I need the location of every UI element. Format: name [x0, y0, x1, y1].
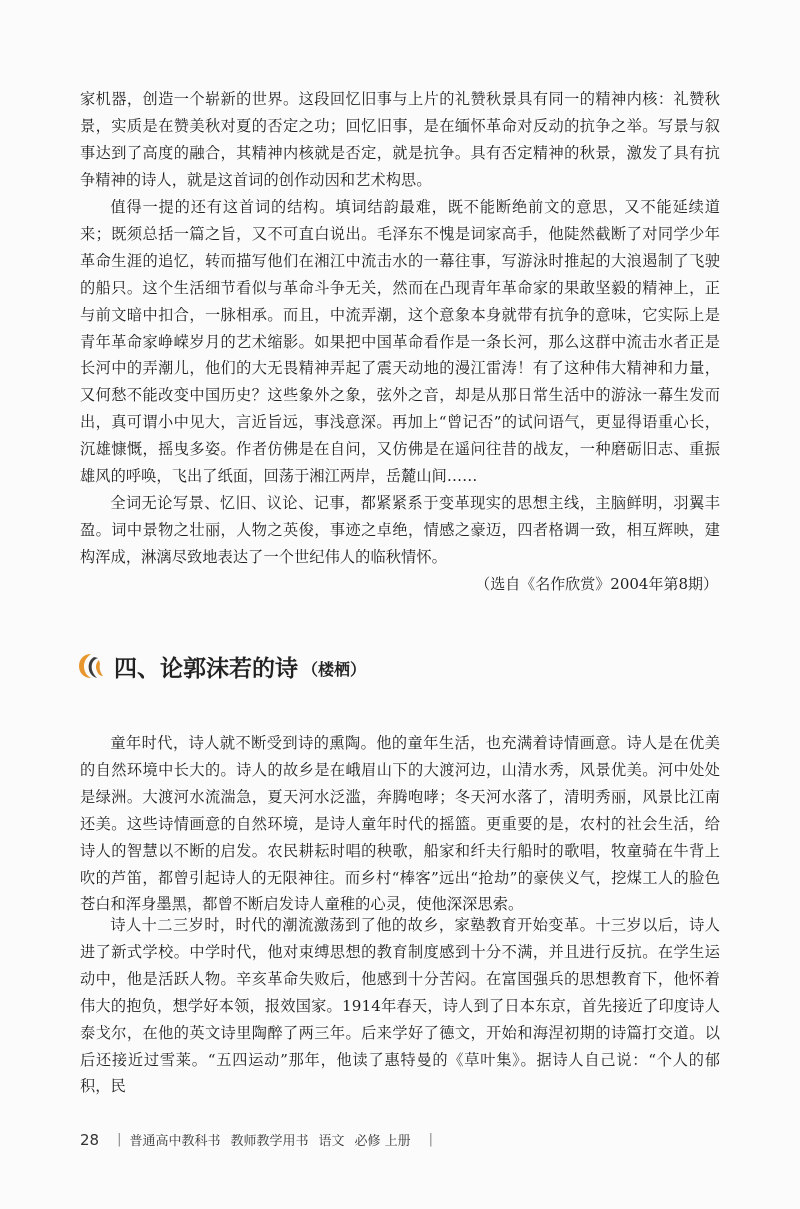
body-paragraph: 全词无论写景、忆旧、议论、记事，都紧紧系于变革现实的思想主线，主脑鲜明，羽翼丰盈。词中景物之壮丽，人物之英俊，事迹之卓绝，情感之豪迈，四者格调一致，相互辉映，建构浑成，淋漓尽致地表达了一个世纪伟人的临秋情怀。 — [80, 494, 720, 566]
footer-divider: | — [428, 1132, 434, 1147]
source-citation: （选自《名作欣赏》2004年第8期） — [475, 575, 718, 593]
footer-book: 普通高中教科书 — [129, 1134, 221, 1149]
page-footer — [80, 1130, 441, 1149]
body-paragraph: 值得一提的还有这首词的结构。填词结韵最难，既不能断绝前文的意思，又不能延续道来；既须总括一篇之旨，又不可直白说出。毛泽东不愧是词家高手，他陡然截断了对同学少年革命生涯的追忆，转而描写他们在湘江中流击水的一幕往事，写游泳时推起的大浪遏制了飞驶的船只。这个生活细节看似与革命斗争无关，然而在凸现青年革命家的果敢坚毅的精神上，正与前文暗中扣合，一脉相承。而且，中流弄潮，这个意象本身就带有抗争的意味，它实际上是青年革命家峥嵘岁月的艺术缩影。如果把中国革命看作是一条长河，那么这群中流击水者正是长河中的弄潮儿，他们的大无畏精神弄起了震天动地的漫江雷涛！有了这种伟大精神和力量，又何愁不能改变中国历史？这些象外之象，弦外之音，却是从那日常生活中的游泳一幕生发而出，真可谓小中见大，言近旨远，事浅意深。再加上“曾记否”的试问语气，更显得语重心长，沉雄慷慨，摇曳多姿。作者仿佛是在自问，又仿佛是在遥问往昔的战友，一种磨砺旧志、重振雄风的呼唤，飞出了纸面，回荡于湘江两岸，岳麓山间…… — [80, 198, 720, 486]
section-title: 四、论郭沫若的诗 — [114, 655, 298, 682]
body-paragraph: 家机器，创造一个崭新的世界。这段回忆旧事与上片的礼赞秋景具有同一的精神内核：礼赞秋景，实质是在赞美秋对夏的否定之功；回忆旧事，是在缅怀革命对反动的抗争之举。写景与叙事达到了高度的融合，其精神内核就是否定，就是抗争。具有否定精神的秋景，激发了具有抗争精神的诗人，就是这首词的创作动因和艺术构思。 — [80, 90, 720, 189]
section-logo-icon — [76, 651, 106, 681]
section-author: （楼栖） — [302, 659, 367, 679]
footer-type: 教师教学用书 — [230, 1134, 309, 1149]
footer-divider: | — [117, 1132, 122, 1147]
footer-subject: 语文 — [318, 1134, 345, 1149]
footer-level: 必修 上册 — [354, 1134, 411, 1149]
page-number: 28 — [80, 1130, 100, 1149]
body-paragraph: 童年时代，诗人就不断受到诗的熏陶。他的童年生活，也充满着诗情画意。诗人是在优美的自然环境中长大的。诗人的故乡是在峨眉山下的大渡河边，山清水秀，风景优美。河中处处是绿洲。大渡河水流湍急，夏天河水泛滥，奔腾咆哮；冬天河水落了，清明秀丽，风景比江南还美。这些诗情画意的自然环境，是诗人童年时代的摇篮。更重要的是，农村的社会生活，给诗人的智慧以不断的启发。农民耕耘时唱的秧歌，船家和纤夫行船时的歌唱，牧童骑在牛背上吹的芦笛，都曾引起诗人的无限神往。而乡村“棒客”远出“抢劫”的豪侠义气，挖煤工人的脸色苍白和浑身墨黑，都曾不断启发诗人童稚的心灵，使他深深思索。 — [80, 734, 720, 914]
body-paragraph: 诗人十二三岁时，时代的潮流激荡到了他的故乡，家塾教育开始变革。十三岁以后，诗人进了新式学校。中学时代，他对束缚思想的教育制度感到十分不满，并且进行反抗。在学生运动中，他是活跃人物。辛亥革命失败后，他感到十分苦闷。在富国强兵的思想教育下，他怀着伟大的抱负，想学好本领，报效国家。1914年春天，诗人到了日本东京，首先接近了印度诗人泰戈尔，在他的英文诗里陶醉了两三年。后来学好了德文，开始和海涅初期的诗篇打交道。以后还接近过雪莱。“五四运动”那年，他读了惠特曼的《草叶集》。据诗人自己说：“个人的郁积，民 — [80, 916, 720, 1096]
section-heading — [76, 648, 366, 684]
